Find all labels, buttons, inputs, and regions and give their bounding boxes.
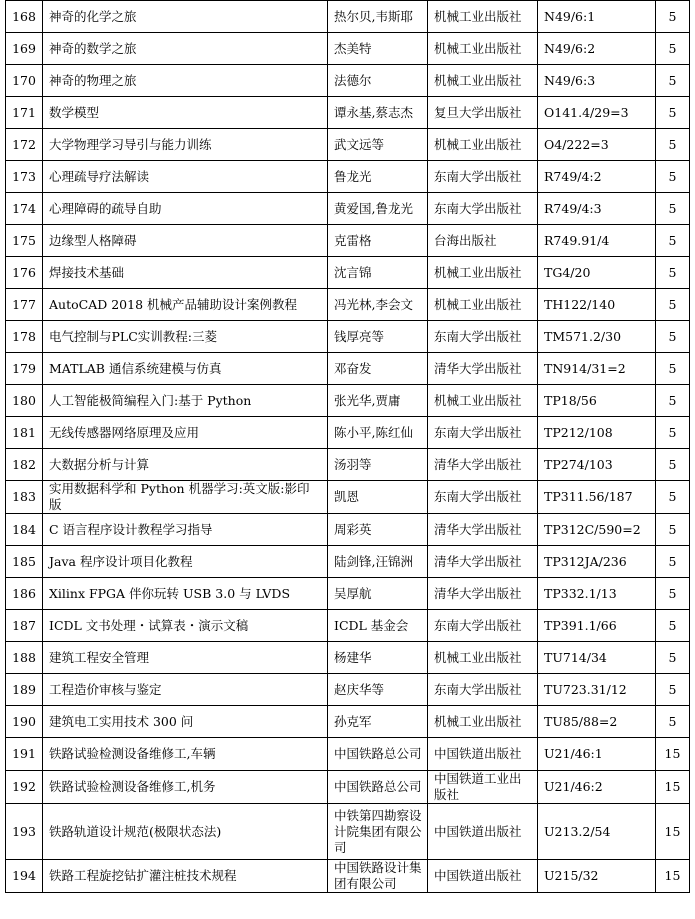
copy-count: 5 [656,289,690,321]
copy-count: 5 [656,161,690,193]
book-title: 人工智能极简编程入门:基于 Python [43,385,328,417]
call-number: TP391.1/66 [538,610,656,642]
book-number: 193 [6,804,43,860]
book-author: 冯光林,李会文 [328,289,428,321]
copy-count: 5 [656,1,690,33]
book-number: 174 [6,193,43,225]
book-author: 钱厚亮等 [328,321,428,353]
table-row [6,353,690,385]
book-title: 神奇的化学之旅 [43,1,328,33]
book-author: 杰美特 [328,33,428,65]
book-title: 工程造价审核与鉴定 [43,674,328,706]
copy-count: 5 [656,674,690,706]
table-row [6,321,690,353]
book-author: 吴厚航 [328,578,428,610]
book-publisher: 机械工业出版社 [428,289,538,321]
copy-count: 5 [656,417,690,449]
table-row [6,642,690,674]
call-number: U21/46:2 [538,771,656,804]
book-publisher: 机械工业出版社 [428,706,538,738]
book-author: 杨建华 [328,642,428,674]
book-number: 186 [6,578,43,610]
table-row [6,578,690,610]
book-author: 周彩英 [328,514,428,546]
book-author: 中国铁路总公司 [328,771,428,804]
copy-count: 5 [656,193,690,225]
book-publisher: 东南大学出版社 [428,417,538,449]
book-author: 邓奋发 [328,353,428,385]
call-number: TU714/34 [538,642,656,674]
table-row [6,289,690,321]
call-number: TM571.2/30 [538,321,656,353]
table-row [6,161,690,193]
book-title: 焊接技术基础 [43,257,328,289]
book-author: 谭永基,蔡志杰 [328,97,428,129]
book-number: 177 [6,289,43,321]
book-publisher: 中国铁道出版社 [428,738,538,771]
book-publisher: 机械工业出版社 [428,385,538,417]
book-title: 数学模型 [43,97,328,129]
call-number: TN914/31=2 [538,353,656,385]
copy-count: 5 [656,65,690,97]
book-publisher: 中国铁道出版社 [428,804,538,860]
book-author: 中铁第四勘察设计院集团有限公司 [328,804,428,860]
book-author: 法德尔 [328,65,428,97]
book-author: 黄爱国,鲁龙光 [328,193,428,225]
book-author: 武文远等 [328,129,428,161]
book-publisher: 机械工业出版社 [428,642,538,674]
copy-count: 15 [656,860,690,893]
copy-count: 5 [656,514,690,546]
book-title: 边缘型人格障碍 [43,225,328,257]
call-number: TP332.1/13 [538,578,656,610]
book-publisher: 东南大学出版社 [428,321,538,353]
copy-count: 5 [656,706,690,738]
book-author: 赵庆华等 [328,674,428,706]
book-publisher: 东南大学出版社 [428,610,538,642]
call-number: R749/4:3 [538,193,656,225]
table-row [6,481,690,514]
table-row [6,385,690,417]
copy-count: 5 [656,321,690,353]
table-row [6,257,690,289]
book-publisher: 机械工业出版社 [428,65,538,97]
book-publisher: 机械工业出版社 [428,1,538,33]
book-number: 183 [6,481,43,514]
book-number: 191 [6,738,43,771]
book-publisher: 台海出版社 [428,225,538,257]
book-title: 大数据分析与计算 [43,449,328,481]
book-author: 克雷格 [328,225,428,257]
book-publisher: 清华大学出版社 [428,546,538,578]
table-row [6,771,690,804]
book-author: 汤羽等 [328,449,428,481]
book-publisher: 复旦大学出版社 [428,97,538,129]
book-title: C 语言程序设计教程学习指导 [43,514,328,546]
copy-count: 15 [656,771,690,804]
book-number: 180 [6,385,43,417]
book-publisher: 机械工业出版社 [428,129,538,161]
book-title: 铁路试验检测设备维修工,车辆 [43,738,328,771]
book-author: 张光华,贾庸 [328,385,428,417]
book-number: 187 [6,610,43,642]
book-number: 172 [6,129,43,161]
book-publisher: 中国铁道出版社 [428,860,538,893]
call-number: TP312C/590=2 [538,514,656,546]
book-title: 铁路轨道设计规范(极限状态法) [43,804,328,860]
call-number: TP311.56/187 [538,481,656,514]
book-title: 铁路工程旋挖钻扩灌注桩技术规程 [43,860,328,893]
book-number: 169 [6,33,43,65]
table-row [6,129,690,161]
table-row [6,860,690,893]
book-number: 175 [6,225,43,257]
book-title: AutoCAD 2018 机械产品辅助设计案例教程 [43,289,328,321]
book-number: 173 [6,161,43,193]
copy-count: 5 [656,578,690,610]
book-title: 大学物理学习导引与能力训练 [43,129,328,161]
table-row [6,706,690,738]
book-title: Java 程序设计项目化教程 [43,546,328,578]
table-row [6,417,690,449]
book-number: 171 [6,97,43,129]
call-number: TG4/20 [538,257,656,289]
book-number: 176 [6,257,43,289]
copy-count: 15 [656,738,690,771]
book-publisher: 东南大学出版社 [428,481,538,514]
copy-count: 5 [656,481,690,514]
book-list [5,0,689,893]
book-number: 188 [6,642,43,674]
book-title: 神奇的数学之旅 [43,33,328,65]
copy-count: 5 [656,33,690,65]
book-title: 实用数据科学和 Python 机器学习:英文版:影印版 [43,481,328,514]
table-row [6,514,690,546]
book-title: 铁路试验检测设备维修工,机务 [43,771,328,804]
call-number: U213.2/54 [538,804,656,860]
call-number: TH122/140 [538,289,656,321]
call-number: TP18/56 [538,385,656,417]
book-author: 鲁龙光 [328,161,428,193]
book-publisher: 清华大学出版社 [428,449,538,481]
copy-count: 5 [656,449,690,481]
book-number: 185 [6,546,43,578]
book-author: 凯恩 [328,481,428,514]
book-author: 中国铁路设计集团有限公司 [328,860,428,893]
book-number: 181 [6,417,43,449]
book-title: 神奇的物理之旅 [43,65,328,97]
table-row [6,193,690,225]
table-row [6,33,690,65]
call-number: TP212/108 [538,417,656,449]
table-row [6,449,690,481]
book-title: 无线传感器网络原理及应用 [43,417,328,449]
book-number: 190 [6,706,43,738]
book-publisher: 东南大学出版社 [428,193,538,225]
table-row [6,1,690,33]
book-author: 沈言锦 [328,257,428,289]
book-number: 189 [6,674,43,706]
book-publisher: 东南大学出版社 [428,674,538,706]
copy-count: 5 [656,385,690,417]
book-author: 陆剑锋,汪锦洲 [328,546,428,578]
call-number: U215/32 [538,860,656,893]
book-author: 中国铁路总公司 [328,738,428,771]
call-number: U21/46:1 [538,738,656,771]
book-number: 182 [6,449,43,481]
book-publisher: 机械工业出版社 [428,33,538,65]
table-row [6,674,690,706]
call-number: TP312JA/236 [538,546,656,578]
book-number: 179 [6,353,43,385]
call-number: R749/4:2 [538,161,656,193]
copy-count: 5 [656,610,690,642]
book-publisher: 东南大学出版社 [428,161,538,193]
book-publisher: 中国铁道工业出版社 [428,771,538,804]
book-table [5,0,690,893]
call-number: R749.91/4 [538,225,656,257]
call-number: TU85/88=2 [538,706,656,738]
copy-count: 5 [656,97,690,129]
book-title: 建筑电工实用技术 300 问 [43,706,328,738]
book-author: 热尔贝,韦斯耶 [328,1,428,33]
book-publisher: 清华大学出版社 [428,514,538,546]
copy-count: 15 [656,804,690,860]
book-title: MATLAB 通信系统建模与仿真 [43,353,328,385]
book-number: 178 [6,321,43,353]
table-row [6,738,690,771]
book-number: 192 [6,771,43,804]
table-row [6,65,690,97]
table-row [6,610,690,642]
book-number: 194 [6,860,43,893]
call-number: N49/6:2 [538,33,656,65]
book-title: 建筑工程安全管理 [43,642,328,674]
call-number: N49/6:3 [538,65,656,97]
call-number: O4/222=3 [538,129,656,161]
book-publisher: 清华大学出版社 [428,353,538,385]
copy-count: 5 [656,642,690,674]
book-author: 陈小平,陈红仙 [328,417,428,449]
call-number: TU723.31/12 [538,674,656,706]
call-number: O141.4/29=3 [538,97,656,129]
call-number: TP274/103 [538,449,656,481]
book-number: 184 [6,514,43,546]
book-title: 心理疏导疗法解读 [43,161,328,193]
book-number: 170 [6,65,43,97]
call-number: N49/6:1 [538,1,656,33]
table-row [6,546,690,578]
book-number: 168 [6,1,43,33]
table-row [6,804,690,860]
copy-count: 5 [656,353,690,385]
book-table-body [6,1,690,893]
book-title: ICDL 文书处理・试算表・演示文稿 [43,610,328,642]
copy-count: 5 [656,257,690,289]
book-title: 心理障碍的疏导自助 [43,193,328,225]
book-publisher: 机械工业出版社 [428,257,538,289]
book-title: Xilinx FPGA 伴你玩转 USB 3.0 与 LVDS [43,578,328,610]
table-row [6,225,690,257]
copy-count: 5 [656,129,690,161]
copy-count: 5 [656,546,690,578]
book-author: ICDL 基金会 [328,610,428,642]
table-row [6,97,690,129]
book-author: 孙克军 [328,706,428,738]
book-publisher: 清华大学出版社 [428,578,538,610]
copy-count: 5 [656,225,690,257]
book-title: 电气控制与PLC实训教程:三菱 [43,321,328,353]
